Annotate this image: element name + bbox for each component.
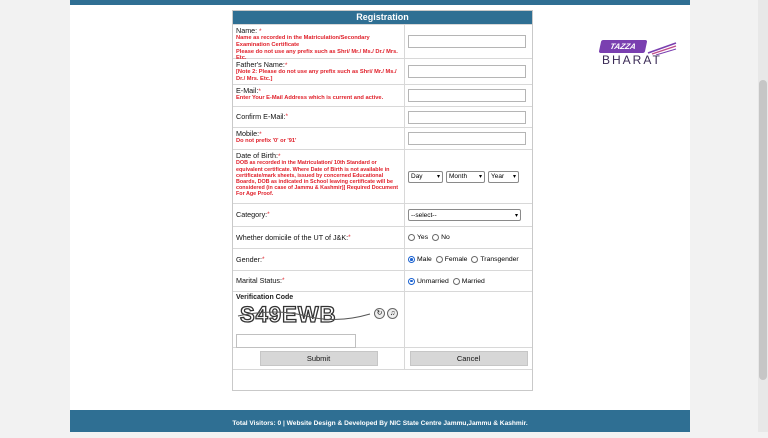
domicile-no-option[interactable] (432, 234, 450, 241)
email-label: E-Mail: (236, 86, 259, 95)
dob-day-select[interactable] (408, 171, 443, 183)
refresh-captcha-icon[interactable]: ↻ (374, 308, 385, 319)
father-name-input[interactable] (408, 65, 526, 78)
cancel-button[interactable]: Cancel (410, 351, 528, 366)
dob-label-cell (233, 150, 405, 203)
radio-male[interactable] (408, 256, 415, 263)
captcha-cell (233, 292, 405, 347)
row-actions (233, 347, 532, 369)
marital-label: Marital Status: (236, 276, 282, 286)
submit-button[interactable]: Submit (260, 351, 378, 366)
mobile-label: Mobile: (236, 129, 260, 138)
chevron-down-icon: ▾ (478, 174, 482, 180)
marital-unmarried-option[interactable] (408, 278, 449, 285)
gender-male-option[interactable] (408, 256, 432, 263)
captcha-code: S49EWB (240, 302, 337, 327)
category-select[interactable] (408, 209, 521, 221)
confirm-email-label-cell (233, 107, 405, 127)
dob-year-select[interactable] (488, 171, 519, 183)
email-note: Enter Your E-Mail Address which is current and active. (236, 95, 384, 102)
form-header: Registration (233, 11, 532, 24)
domicile-yes-option[interactable] (408, 234, 428, 241)
email-required: * (258, 88, 261, 95)
dob-month-value: Month (449, 173, 468, 180)
confirm-email-input[interactable] (408, 111, 526, 124)
row-empty (233, 369, 532, 390)
scrollbar-thumb[interactable] (759, 80, 767, 380)
category-label-cell (233, 204, 405, 226)
dob-label: Date of Birth: (236, 151, 278, 160)
mobile-required: * (259, 131, 262, 138)
audio-captcha-icon[interactable]: ♫ (387, 308, 398, 319)
name-input[interactable] (408, 35, 526, 48)
gender-female-option[interactable] (436, 256, 468, 263)
row-gender (233, 248, 532, 270)
father-name-required: * (284, 62, 288, 69)
marital-married-option[interactable] (453, 278, 485, 285)
marital-married-label: Married (461, 277, 485, 285)
mobile-input[interactable] (408, 132, 526, 145)
dob-year-value: Year (491, 173, 505, 180)
confirm-email-label: Confirm E-Mail: (236, 112, 286, 122)
name-note-prefix: Please do not use any prefix such as Shri/ Mr./ Ms./ Dr./ Mrs. Etc. (236, 48, 398, 62)
row-marital-status (233, 270, 532, 291)
gender-required: * (261, 255, 265, 263)
row-confirm-email (233, 106, 532, 127)
category-required: * (267, 211, 270, 219)
name-note: Name as recorded in the Matriculation/Secondary Examination Certificate (236, 35, 370, 48)
mobile-label-cell (233, 128, 405, 149)
gender-label: Gender: (236, 254, 262, 264)
radio-yes[interactable] (408, 234, 415, 241)
captcha-title: Verification Code (236, 294, 294, 301)
marital-label-cell (233, 271, 405, 291)
row-name (233, 24, 532, 62)
name-label-cell (233, 25, 405, 62)
dob-required: * (277, 153, 281, 160)
category-value: --select-- (411, 211, 437, 219)
row-mobile (233, 127, 532, 149)
marital-required: * (281, 277, 285, 285)
row-category (233, 203, 532, 226)
row-domicile (233, 226, 532, 248)
captcha-image (236, 302, 372, 326)
gender-transgender-label: Transgender (480, 256, 519, 263)
marital-unmarried-label: Unmarried (417, 277, 449, 285)
registration-form (232, 10, 533, 391)
logo-bottom-text: BHARAT (602, 53, 662, 67)
captcha-input[interactable] (236, 334, 356, 348)
email-label-cell (233, 85, 405, 106)
category-label: Category: (236, 210, 268, 220)
footer: Total Visitors: 0 | Website Design & Developed By NIC State Centre Jammu,Jammu & Kashmir. (70, 410, 690, 432)
domicile-label: Whether domicile of the UT of J&K: (236, 232, 349, 242)
row-dob (233, 149, 532, 203)
row-father-name (233, 58, 532, 84)
email-input[interactable] (408, 89, 526, 102)
domicile-yes-label: Yes (417, 234, 429, 241)
gender-female-label: Female (444, 256, 468, 263)
scrollbar[interactable] (758, 0, 768, 432)
gender-male-label: Male (417, 256, 432, 263)
domicile-required: * (348, 233, 351, 241)
dob-day-value: Day (411, 173, 423, 180)
tazza-bharat-logo (598, 40, 682, 70)
father-name-label-cell (233, 59, 405, 84)
radio-married[interactable] (453, 278, 460, 285)
confirm-email-required: * (285, 113, 289, 121)
name-required: * (257, 28, 262, 35)
radio-unmarried[interactable] (408, 278, 415, 285)
domicile-no-label: No (441, 234, 450, 241)
domicile-label-cell (233, 227, 405, 248)
dob-note: DOB as recorded in the Matriculation/ 10th Standard or equivalent certificate. Where Date of Birth is not available in certificate/mark sheets, issued by concerned Educational Boards, DOB as indicated in School leaving certificate will be considered (in case of Jammu & Kashmir)] Required Document For Age Proof. (236, 160, 399, 198)
logo-top-text: TAZZA (599, 40, 648, 53)
radio-female[interactable] (436, 256, 443, 263)
father-name-label: Father's Name: (236, 60, 285, 69)
radio-transgender[interactable] (471, 256, 478, 263)
chevron-down-icon: ▾ (436, 174, 440, 180)
chevron-down-icon: ▾ (512, 174, 516, 180)
row-captcha (233, 291, 532, 347)
father-name-note: [Note 2: Please do not use any prefix such as Shri/ Mr./ Ms./ Dr./ Mrs. Etc.] (236, 69, 397, 82)
mobile-note: Do not prefix '0' or '91' (236, 138, 297, 145)
gender-label-cell (233, 249, 405, 270)
name-label: Name: (236, 26, 258, 35)
radio-no[interactable] (432, 234, 439, 241)
gender-transgender-option[interactable] (471, 256, 518, 263)
dob-month-select[interactable] (446, 171, 485, 183)
row-email (233, 84, 532, 106)
chevron-down-icon: ▾ (514, 212, 518, 219)
